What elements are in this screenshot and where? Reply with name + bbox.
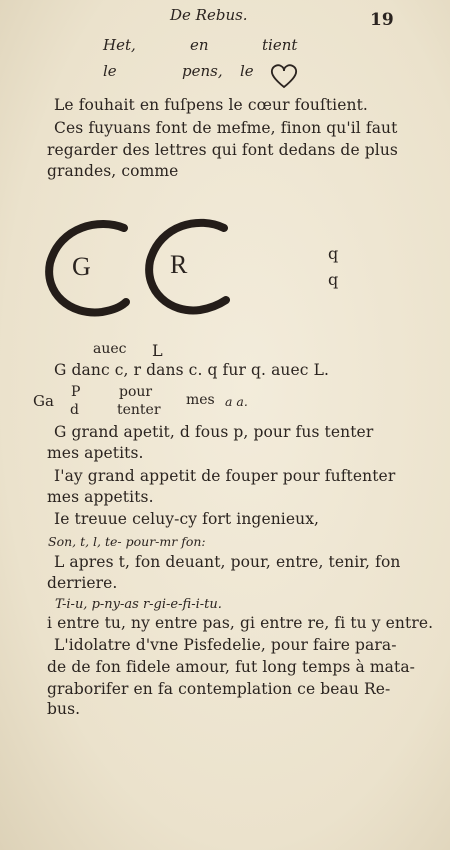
text-line: mes apetits.	[47, 444, 144, 462]
rebus-word: pens,	[182, 62, 223, 80]
rebus-word: a a.	[225, 394, 248, 409]
inner-letter-r: R	[170, 250, 188, 279]
text-line: Le fouhait en fuſpens le cœur fouſtient.	[54, 96, 368, 114]
running-title: De Rebus.	[170, 6, 248, 24]
inner-letter-g: G	[72, 252, 91, 281]
rebus-letter-q: q	[328, 244, 339, 263]
rebus-line: T-i-u, p-ny-as r-gi-e-fi-i-tu.	[55, 597, 222, 612]
text-line: regarder des lettres qui font dedans de plus	[47, 141, 398, 159]
large-letter-c-icon	[138, 216, 238, 316]
text-line: L'idolatre d'vne Pisfedelie, pour faire para-	[54, 636, 397, 654]
heart-outline-icon	[270, 63, 298, 89]
text-line: mes appetits.	[47, 488, 154, 506]
text-line: G grand apetit, d fous p, pour fus tenter	[54, 423, 374, 441]
rebus-word: pour	[119, 384, 153, 400]
rebus-word: tient	[262, 36, 298, 54]
text-line: I'ay grand appetit de fouper pour fuftenter	[54, 467, 396, 485]
text-line: grandes, comme	[47, 162, 179, 180]
rebus-letter-q: q	[328, 270, 339, 289]
rebus-word: Ga	[33, 392, 54, 410]
rebus-word: en	[190, 36, 209, 54]
text-line: bus.	[47, 700, 81, 718]
page-number: 19	[370, 10, 394, 30]
rebus-line: Son, t, l, te- pour-mr fon:	[48, 534, 206, 549]
rebus-letter-d: d	[70, 402, 79, 418]
rebus-word: le	[240, 62, 254, 80]
rebus-word: mes	[186, 392, 215, 408]
rebus-word: auec	[93, 341, 127, 357]
text-line: derriere.	[47, 574, 118, 592]
text-line: Ie treuue celuy-cy fort ingenieux,	[54, 510, 320, 528]
rebus-word: tenter	[117, 402, 161, 418]
rebus-word: le	[103, 62, 117, 80]
rebus-letter-l: L	[152, 341, 163, 360]
rebus-letter-p: P	[71, 384, 81, 400]
text-line: Ces fuyuans font de mefme, finon qu'il faut	[54, 119, 398, 137]
text-line: de de fon fidele amour, fut long temps à mata-	[47, 658, 415, 676]
text-line: L apres t, fon deuant, pour, entre, tenir, fon	[54, 553, 401, 571]
text-line: i entre tu, ny entre pas, gi entre re, fi tu y entre.	[47, 614, 434, 632]
rebus-word: Het,	[103, 36, 136, 54]
text-line: graborifer en fa contemplation ce beau Re-	[47, 680, 391, 698]
text-line: G danc c, r dans c. q fur q. auec L.	[54, 361, 330, 379]
